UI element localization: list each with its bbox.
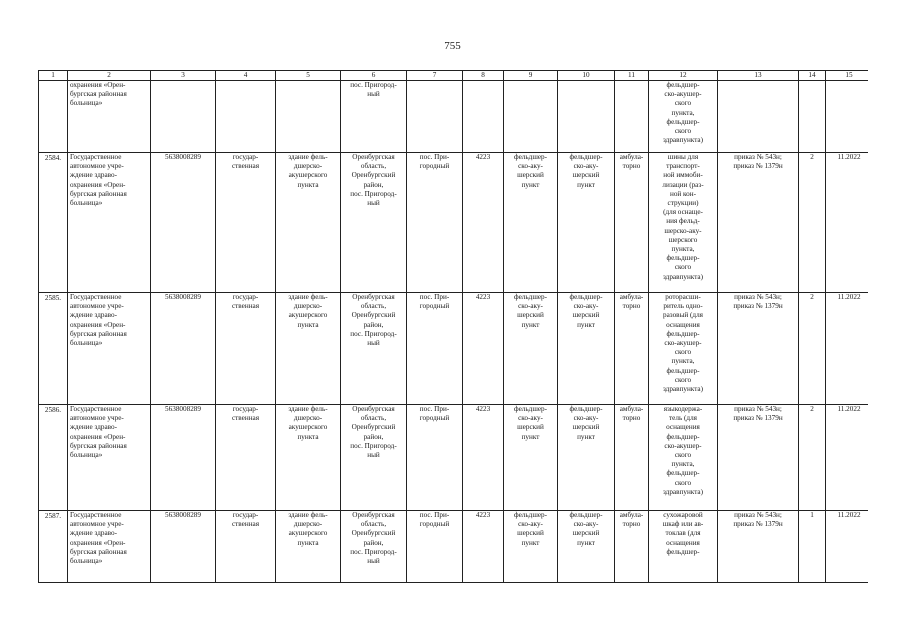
table-cell: государ- ственная (216, 293, 276, 405)
table-cell: фельдшер- ско-аку- шерский пункт (558, 405, 615, 511)
equipment-table-wrapper (38, 70, 868, 640)
table-cell: 4223 (463, 511, 504, 583)
table-cell (826, 81, 869, 153)
table-cell: пос. При- городный (407, 153, 463, 293)
table-cell: 11.2022 (826, 405, 869, 511)
table-cell: фельдшер- ско-аку- шерский пункт (504, 511, 558, 583)
table-cell: 4223 (463, 293, 504, 405)
table-cell: 2586. (39, 405, 68, 511)
table-cell: 4223 (463, 153, 504, 293)
table-cell: фельдшер- ско-аку- шерский пункт (558, 511, 615, 583)
table-cell (39, 81, 68, 153)
table-cell: Государственное автономное учре- ждение здраво- охранения «Орен- бургская районная больница» (68, 405, 151, 511)
table-cell: пос. При- городный (407, 293, 463, 405)
table-cell: фельдшер- ско-аку- шерский пункт (504, 153, 558, 293)
column-number-cell: 5 (276, 71, 341, 81)
table-cell: 11.2022 (826, 153, 869, 293)
column-number-cell: 10 (558, 71, 615, 81)
table-cell: фельдшер- ско-аку- шерский пункт (504, 293, 558, 405)
column-number-cell: 4 (216, 71, 276, 81)
table-row (39, 293, 869, 405)
table-cell (615, 81, 649, 153)
table-cell (276, 81, 341, 153)
table-cell: здание фель- дшерско- акушерского пункта (276, 153, 341, 293)
table-cell: 5638008289 (151, 293, 216, 405)
column-number-row (39, 71, 869, 81)
table-cell (407, 81, 463, 153)
column-number-cell: 14 (799, 71, 826, 81)
table-cell: приказ № 543н; приказ № 1379н (718, 293, 799, 405)
table-cell: пос. При- городный (407, 405, 463, 511)
table-cell: пос. При- городный (407, 511, 463, 583)
column-number-cell: 12 (649, 71, 718, 81)
column-number-cell: 1 (39, 71, 68, 81)
table-cell: фельдшер- ско-аку- шерский пункт (558, 153, 615, 293)
table-cell: амбула- торно (615, 293, 649, 405)
table-row (39, 81, 869, 153)
column-number-cell: 3 (151, 71, 216, 81)
table-cell: государ- ственная (216, 511, 276, 583)
column-number-cell: 13 (718, 71, 799, 81)
table-cell: приказ № 543н; приказ № 1379н (718, 511, 799, 583)
table-cell: государ- ственная (216, 405, 276, 511)
table-cell: 1 (799, 511, 826, 583)
table-cell: амбула- торно (615, 405, 649, 511)
page-number: 755 (444, 40, 461, 52)
table-cell: здание фель- дшерско- акушерского пункта (276, 405, 341, 511)
table-cell: 2 (799, 405, 826, 511)
table-cell: здание фель- дшерско- акушерского пункта (276, 293, 341, 405)
column-number-cell: 9 (504, 71, 558, 81)
column-number-cell: 6 (341, 71, 407, 81)
table-cell (558, 81, 615, 153)
equipment-table (38, 70, 868, 583)
table-cell: Государственное автономное учре- ждение здраво- охранения «Орен- бургская районная больница» (68, 153, 151, 293)
table-cell (151, 81, 216, 153)
table-row (39, 153, 869, 293)
column-number-cell: 11 (615, 71, 649, 81)
table-cell: амбула- торно (615, 511, 649, 583)
table-cell: фельдшер- ско-акушер- ского пункта, фельдшер- ского здравпункта) (649, 81, 718, 153)
table-cell: Оренбургская область, Оренбургский район, пос. Пригород- ный (341, 153, 407, 293)
table-cell (504, 81, 558, 153)
table-cell: Государственное автономное учре- ждение здраво- охранения «Орен- бургская районная больница» (68, 293, 151, 405)
column-number-cell: 2 (68, 71, 151, 81)
table-cell: пос. Пригород- ный (341, 81, 407, 153)
table-cell: 5638008289 (151, 511, 216, 583)
table-cell: 2 (799, 153, 826, 293)
table-cell: приказ № 543н; приказ № 1379н (718, 153, 799, 293)
table-cell: 2585. (39, 293, 68, 405)
table-cell: охранения «Орен- бургская районная больница» (68, 81, 151, 153)
table-row (39, 405, 869, 511)
table-cell: приказ № 543н; приказ № 1379н (718, 405, 799, 511)
table-cell: сухожаровой шкаф или ав- токлав (для оснащения фельдшер- (649, 511, 718, 583)
table-cell: 2584. (39, 153, 68, 293)
table-cell: Оренбургская область, Оренбургский район, пос. Пригород- ный (341, 405, 407, 511)
table-cell: 11.2022 (826, 511, 869, 583)
table-cell: 2 (799, 293, 826, 405)
column-number-cell: 8 (463, 71, 504, 81)
table-cell (463, 81, 504, 153)
table-cell: амбула- торно (615, 153, 649, 293)
table-cell (216, 81, 276, 153)
table-cell: государ- ственная (216, 153, 276, 293)
table-cell (718, 81, 799, 153)
table-cell: фельдшер- ско-аку- шерский пункт (504, 405, 558, 511)
table-cell: Оренбургская область, Оренбургский район, пос. Пригород- ный (341, 293, 407, 405)
table-cell: 5638008289 (151, 405, 216, 511)
table-cell: Оренбургская область, Оренбургский район, пос. Пригород- ный (341, 511, 407, 583)
table-cell: роторасши- ритель одно- разовый (для оснащения фельдшер- ско-акушер- ского пункта, фельдшер- ского здравпункта) (649, 293, 718, 405)
table-cell: 4223 (463, 405, 504, 511)
table-cell: 11.2022 (826, 293, 869, 405)
table-cell: 2587. (39, 511, 68, 583)
column-number-cell: 7 (407, 71, 463, 81)
table-cell: здание фель- дшерско- акушерского пункта (276, 511, 341, 583)
table-cell (799, 81, 826, 153)
table-cell: языкодержа- тель (для оснащения фельдшер- ско-акушер- ского пункта, фельдшер- ского здравпункта) (649, 405, 718, 511)
table-cell: Государственное автономное учре- ждение здраво- охранения «Орен- бургская районная больница» (68, 511, 151, 583)
table-cell: фельдшер- ско-аку- шерский пункт (558, 293, 615, 405)
table-cell: шины для транспорт- ной иммоби- лизации (раз- ной кон- струкции) (для оснаще- ния фельд- шерско-аку- шерского пункта, фельдшер- ского здравпункта) (649, 153, 718, 293)
column-number-cell: 15 (826, 71, 869, 81)
table-row (39, 511, 869, 583)
table-cell: 5638008289 (151, 153, 216, 293)
